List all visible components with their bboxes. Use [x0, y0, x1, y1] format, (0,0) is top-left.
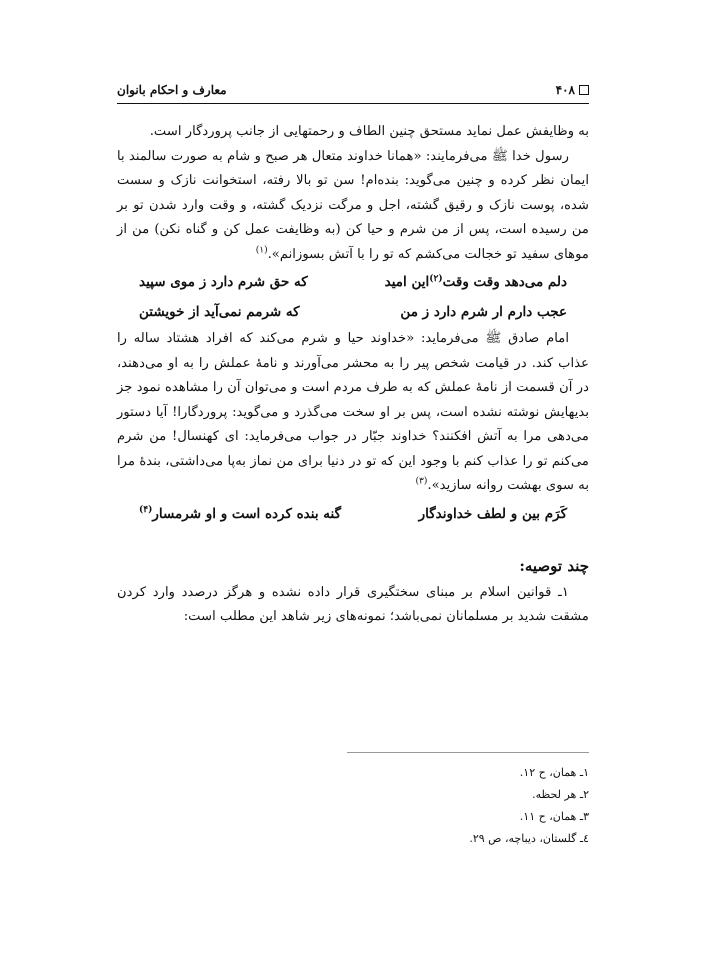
footnote-2: ۲ـ هر لحظه.: [532, 788, 589, 801]
running-title: معارف و احکام بانوان: [117, 83, 227, 97]
footnote-1: ۱ـ همان، ح ۱۲.: [519, 766, 589, 779]
footnote-divider: [347, 752, 589, 753]
square-icon: [579, 85, 589, 95]
paragraph-2-text: رسول خدا ﷺ می‌فرمایند: «همانا خداوند متعال هر صبح و شام به صورت سالمند با ایمان نظر کرده و چنین می‌گوید: بنده‌ام! سن تو بالا رفته، استخوانت نازک و سست شده، پوست نازک و رقیق گشته، اجل و مرگت نزدیک گشته، و وقت وارد شدن تو بر من رسیده است، پس از من شرم و حیا کن (به وظایفت عمل کن و گناه نکن) من از موهای سفید تو خجالت می‌کشم که تو را با آتش بسوزانم».: [117, 148, 589, 262]
footnote-marker-1: (۱): [255, 245, 268, 256]
hemistich-2b: که شرمم نمی‌آید از خویشتن: [139, 304, 300, 320]
page-number: ۴۰۸: [555, 83, 575, 97]
hemistich-1b: که حق شرم دارد ز موی سپید: [139, 274, 308, 290]
paragraph-3-text: امام صادق ﷺ می‌فرماید: «خداوند حیا و شرم می‌کند که افراد هشتاد ساله را عذاب کند. در قیامت شخص پیر را به محشر می‌آورند و نامهٔ عملش را به او می‌دهند، در آن قسمت از نامهٔ عملش که به طرف مردم است و می‌توان آن را مشاهده نمود جز بدیهایش نوشته نشده است، پس بر او سخت می‌گذرد و می‌گوید: پروردگارا! آیا دستور می‌دهی مرا به آتش افکنند؟ خداوند جبّار در جواب می‌فرماید: ای کهنسال! من شرم می‌کنم تو را عذاب کنم با وجود این که تو در دنیا برای من نماز به‌پا می‌داشتی، بندهٔ مرا به سوی بهشت روانه سازید».: [117, 331, 589, 493]
hemistich-3a: کَرَم بین و لطف خداوندگار: [418, 505, 567, 522]
footnotes: [117, 762, 589, 850]
footnote-3: ۳ـ همان، ح ۱۱.: [519, 810, 589, 823]
hemistich-2a: عجب دارم ار شرم دارد ز من: [400, 304, 567, 320]
page-header: [117, 80, 589, 100]
poem-verse-3: [117, 499, 589, 529]
main-text: [117, 120, 589, 630]
paragraph-4: ۱ـ قوانین اسلام بر مبنای سختگیری قرار داده نشده و هرگز درصدد وارد کردن مشقت شدید بر مسلمانان نمی‌باشد؛ نمونه‌های زیر شاهد این مطلب است:: [117, 584, 589, 624]
footnote-marker-3: (۳): [415, 476, 428, 487]
paragraph-3: [117, 327, 589, 499]
paragraph-1: به وظایفش عمل نماید مستحق چنین الطاف و رحمتهایی از جانب پروردگار است.: [149, 124, 589, 139]
section-heading: چند توصیه:: [519, 556, 589, 575]
page-number-block: [556, 83, 589, 97]
poem-verse-1: [117, 267, 589, 297]
header-divider: [117, 103, 589, 104]
poem-verse-2: [117, 297, 589, 327]
hemistich-1a: دلم می‌دهد وقت وقت(۲)این امید: [384, 273, 567, 290]
paragraph-2: [117, 145, 589, 268]
footnote-4: ٤ـ گلستان، دیباچه، ص ۲۹.: [469, 832, 589, 845]
hemistich-3b: گنه بنده کرده است و او شرمسار(۴): [139, 505, 342, 522]
